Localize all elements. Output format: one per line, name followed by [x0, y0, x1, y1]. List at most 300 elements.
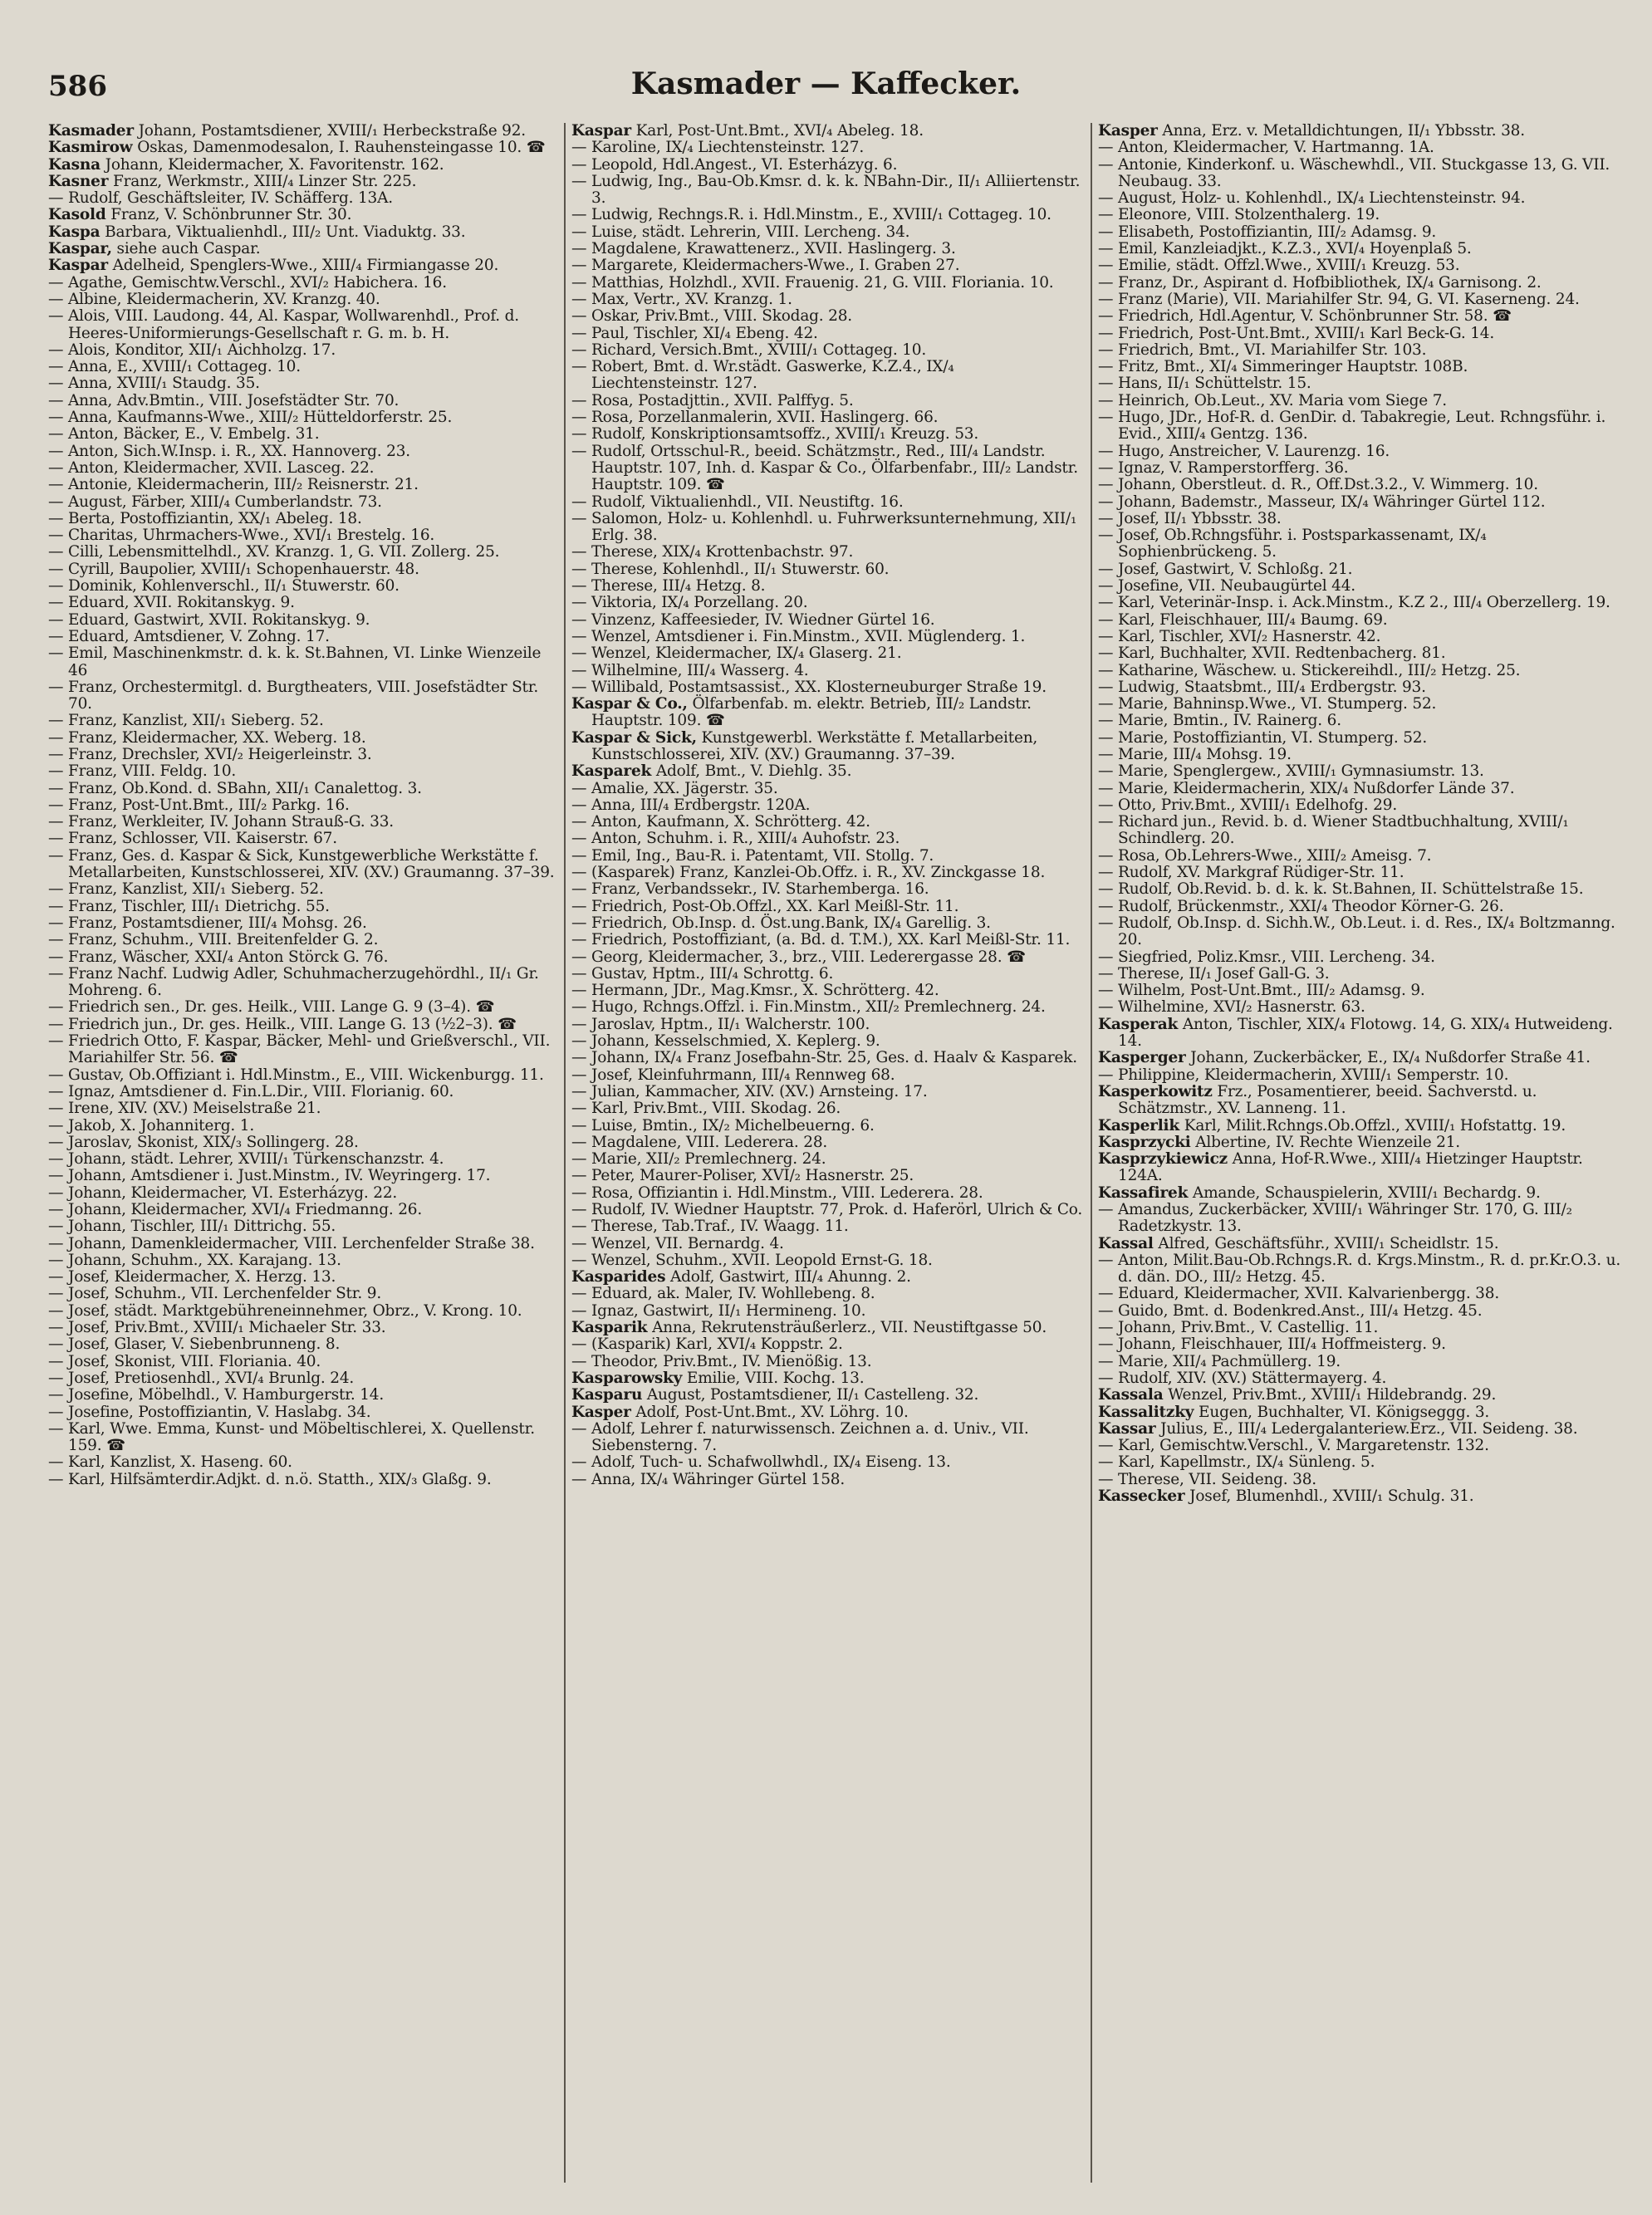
- entry-text: — Peter, Maurer-Poliser, XVI/₂ Hasnerstr. 25.: [571, 1167, 914, 1185]
- entry-text: — Anton, Schuhm. i. R., XIII/₄ Auhofstr. 23.: [571, 830, 900, 848]
- entry-text: — Friedrich, Post-Unt.Bmt., XVIII/₁ Karl Beck-G. 14.: [1098, 324, 1495, 342]
- entry-text: — Franz, Schuhm., VIII. Breitenfelder G. 2.: [48, 931, 379, 949]
- entry-text: — Friedrich sen., Dr. ges. Heilk., VIII. Lange G. 9 (3–4). ☎: [48, 998, 495, 1017]
- entry-text: — Ludwig, Staatsbmt., III/₄ Erdbergstr. 93.: [1098, 678, 1426, 696]
- directory-entry: [571, 578, 1083, 595]
- directory-entry: [1098, 157, 1625, 191]
- entry-text: Josef, Blumenhdl., XVIII/₁ Schulg. 31.: [1189, 1487, 1474, 1506]
- entry-text: — Siegfried, Poliz.Kmsr., VIII. Lercheng. 34.: [1098, 948, 1435, 966]
- directory-entry: [48, 999, 558, 1016]
- entry-text: — Eduard, ak. Maler, IV. Wohllebeng. 8.: [571, 1285, 875, 1303]
- directory-entry: [571, 1404, 1083, 1421]
- directory-entry: [1098, 797, 1625, 814]
- directory-entry: [48, 224, 558, 241]
- directory-entry: [48, 375, 558, 392]
- directory-entry: [1098, 494, 1625, 511]
- entry-text: — Amandus, Zuckerbäcker, XVIII/₁ Währinger Str. 170, G. III/₂ Radetzkystr. 13.: [1098, 1201, 1572, 1236]
- directory-entry: [571, 1168, 1083, 1184]
- directory-entry: [1098, 1134, 1625, 1151]
- entry-text: — Vinzenz, Kaffeesieder, IV. Wiedner Gürtel 16.: [571, 610, 935, 629]
- entry-text: — Franz, Post-Unt.Bmt., III/₂ Parkg. 16.: [48, 796, 350, 814]
- entry-text: — Rudolf, Geschäftsleiter, IV. Schäfferg. 13A.: [48, 189, 393, 208]
- entry-text: — Karl, Kapellmstr., IX/₄ Sünleng. 5.: [1098, 1453, 1375, 1472]
- directory-entry: [571, 1354, 1083, 1370]
- entry-text: — Irene, XIV. (XV.) Meiselstraße 21.: [48, 1100, 321, 1118]
- directory-entry: [1098, 257, 1625, 274]
- entry-text: Johann, Kleidermacher, X. Favoritenstr. 162.: [105, 155, 444, 174]
- entry-text: — Anna, Kaufmanns-Wwe., XIII/₂ Hütteldorferstr. 25.: [48, 409, 453, 427]
- directory-entry: [1098, 241, 1625, 257]
- entry-text: — Johann, Oberstleut. d. R., Off.Dst.3.2., V. Wimmerg. 10.: [1098, 476, 1538, 494]
- directory-entry: [1098, 527, 1625, 561]
- entry-text: — Franz, Ob.Kond. d. SBahn, XII/₁ Canalettog. 3.: [48, 779, 422, 797]
- directory-entry: [48, 713, 558, 729]
- entry-text: — Franz, Schlosser, VII. Kaiserstr. 67.: [48, 830, 337, 848]
- directory-entry: [571, 157, 1083, 174]
- entry-text: — Eduard, XVII. Rokitanskyg. 9.: [48, 594, 295, 612]
- entry-text: Anna, Hof-R.Wwe., XIII/₄ Hietzinger Hauptstr. 124A.: [1118, 1150, 1583, 1185]
- entry-text: — Wilhelmine, III/₄ Wasserg. 4.: [571, 661, 809, 679]
- directory-entry: [1098, 224, 1625, 241]
- entry-text: — Emil, Ing., Bau-R. i. Patentamt, VII. Stollg. 7.: [571, 846, 934, 865]
- entry-text: — August, Färber, XIII/₄ Cumberlandstr. 73.: [48, 492, 382, 511]
- directory-entry: [48, 257, 558, 274]
- directory-entry: [48, 494, 558, 511]
- directory-entry: [1098, 915, 1625, 949]
- directory-entry: [48, 409, 558, 426]
- entry-text: — Friedrich jun., Dr. ges. Heilk., VIII. Lange G. 13 (½2–3). ☎: [48, 1015, 517, 1033]
- entry-text: — Anna, IX/₄ Währinger Gürtel 158.: [571, 1470, 846, 1488]
- directory-entry: [1098, 1387, 1625, 1404]
- entry-text: — Rudolf, XV. Markgraf Rüdiger-Str. 11.: [1098, 864, 1404, 882]
- entry-text: — Johann, Kleidermacher, XVI/₄ Friedmanng. 26.: [48, 1201, 423, 1218]
- entry-text: — Josef, Schuhm., VII. Lerchenfelder Str. 9.: [48, 1285, 382, 1303]
- directory-entry: [571, 983, 1083, 999]
- directory-entry: [571, 1421, 1083, 1455]
- entry-text: — Wilhelm, Post-Unt.Bmt., III/₂ Adamsg. 9.: [1098, 982, 1425, 1000]
- entry-text: — Johann, Kesselschmied, X. Keplerg. 9.: [571, 1032, 880, 1051]
- directory-entry: [1098, 1050, 1625, 1066]
- directory-entry: [1098, 1084, 1625, 1118]
- directory-entry: [1098, 393, 1625, 409]
- entry-text: — Karl, Wwe. Emma, Kunst- und Möbeltischlerei, X. Quellenstr. 159. ☎: [48, 1419, 535, 1455]
- directory-entry: [571, 1252, 1083, 1269]
- entry-text: — Therese, II/₁ Josef Gall-G. 3.: [1098, 964, 1330, 983]
- entry-text: — Friedrich, Ob.Insp. d. Öst.ung.Bank, IX/₄ Garellig. 3.: [571, 914, 991, 932]
- entry-text: — Jakob, X. Johanniterg. 1.: [48, 1116, 255, 1134]
- directory-entry: [48, 932, 558, 948]
- directory-entry: [1098, 848, 1625, 865]
- entry-text: Adolf, Gastwirt, III/₄ Ahunng. 2.: [670, 1268, 911, 1286]
- directory-entry: [571, 308, 1083, 325]
- directory-entry: [48, 1017, 558, 1033]
- entry-text: — Ignaz, V. Ramperstorfferg. 36.: [1098, 458, 1349, 477]
- directory-entry: [571, 409, 1083, 426]
- entry-text: — Eduard, Amtsdiener, V. Zohng. 17.: [48, 627, 330, 645]
- entry-text: — Franz, Werkleiter, IV. Johann Strauß-G. 33.: [48, 813, 394, 831]
- entry-text: — Albine, Kleidermacherin, XV. Kranzg. 40.: [48, 290, 380, 308]
- directory-entry: [1098, 814, 1625, 848]
- directory-entry: [571, 1454, 1083, 1471]
- entry-text: — Karl, Hilfsämterdir.Adjkt. d. n.ö. Statth., XIX/₃ Glaßg. 9.: [48, 1470, 492, 1488]
- entry-text: — Johann, Schuhm., XX. Karajang. 13.: [48, 1251, 341, 1269]
- directory-entry: [1098, 781, 1625, 797]
- directory-entry: [1098, 511, 1625, 527]
- entry-text: — Heinrich, Ob.Leut., XV. Maria vom Siege 7.: [1098, 391, 1447, 409]
- directory-entry: [1098, 375, 1625, 392]
- directory-entry: [1098, 326, 1625, 342]
- entry-text: — Josefine, Möbelhdl., V. Hamburgerstr. 14.: [48, 1386, 385, 1404]
- directory-entry: [48, 1033, 558, 1067]
- directory-entry: [1098, 713, 1625, 729]
- entry-surname: Kaspa: [48, 223, 100, 241]
- directory-entry: [48, 1118, 558, 1134]
- entry-text: — Anton, Bäcker, E., V. Embelg. 31.: [48, 425, 320, 443]
- directory-entry: [48, 561, 558, 578]
- directory-entry: [1098, 763, 1625, 780]
- entry-text: — Josef, Skonist, VIII. Floriania. 40.: [48, 1352, 321, 1370]
- entry-surname: Kaspar & Co.,: [571, 695, 688, 713]
- entry-text: — Katharine, Wäschew. u. Stickereihdl., III/₂ Hetzg. 25.: [1098, 661, 1521, 679]
- directory-entry: [48, 477, 558, 493]
- entry-text: — Paul, Tischler, XI/₄ Ebeng. 42.: [571, 324, 818, 342]
- entry-text: — Franz, Kanzlist, XII/₁ Sieberg. 52.: [48, 712, 324, 730]
- entry-text: Anna, Rekrutensträußerlerz., VII. Neustiftgasse 50.: [652, 1319, 1047, 1337]
- directory-entry: [571, 224, 1083, 241]
- entry-surname: Kasparek: [571, 762, 652, 781]
- entry-text: — Philippine, Kleidermacherin, XVIII/₁ Semperstr. 10.: [1098, 1066, 1509, 1084]
- directory-entry: [48, 1252, 558, 1269]
- entry-text: — Anton, Kleidermacher, XVII. Lasceg. 22.: [48, 458, 375, 477]
- entry-text: — Ludwig, Ing., Bau-Ob.Kmsr. d. k. k. NBahn-Dir., II/₁ Alliiertenstr. 3.: [571, 172, 1081, 208]
- entry-text: — Karl, Buchhalter, XVII. Redtenbacherg. 81.: [1098, 644, 1446, 663]
- directory-entry: [1098, 190, 1625, 207]
- directory-entry: [1098, 730, 1625, 747]
- directory-entry: [48, 1084, 558, 1100]
- directory-entry: [48, 544, 558, 561]
- directory-entry: [571, 1100, 1083, 1117]
- directory-entry: [48, 1269, 558, 1286]
- directory-entry: [48, 1067, 558, 1084]
- entry-text: — Wenzel, VII. Bernardg. 4.: [571, 1234, 784, 1252]
- entry-text: — Alois, VIII. Laudong. 44, Al. Kaspar, Wollwarenhdl., Prof. d. Heeres-Uniformierungs-Gesellschaft r. G. m. b. H.: [48, 307, 519, 342]
- entry-text: — Adolf, Tuch- u. Schafwollwhdl., IX/₄ Eiseng. 13.: [571, 1453, 951, 1472]
- entry-text: — Karl, Fleischhauer, III/₄ Baumg. 69.: [1098, 610, 1388, 629]
- entry-text: — Therese, Tab.Traf., IV. Waagg. 11.: [571, 1218, 849, 1236]
- entry-text: — Franz, Wäscher, XXI/₄ Anton Störck G. 76.: [48, 948, 389, 966]
- entry-surname: Kassecker: [1098, 1487, 1185, 1506]
- directory-entry: [48, 629, 558, 645]
- entry-text: — Karl, Priv.Bmt., VIII. Skodag. 26.: [571, 1100, 841, 1118]
- entry-surname: Kasparu: [571, 1386, 643, 1404]
- entry-surname: Kassala: [1098, 1386, 1164, 1404]
- entry-text: — Eduard, Kleidermacher, XVII. Kalvarienbergg. 38.: [1098, 1285, 1500, 1303]
- directory-entry: [1098, 629, 1625, 645]
- entry-text: — Josef, Ob.Rchngsführ. i. Postsparkassenamt, IX/₄ Sophienbrückeng. 5.: [1098, 527, 1487, 561]
- entry-text: — Josef, II/₁ Ybbsstr. 38.: [1098, 509, 1282, 527]
- directory-entry: [1098, 275, 1625, 292]
- entry-text: — Anna, Adv.Bmtin., VIII. Josefstädter Str. 70.: [48, 391, 400, 409]
- entry-text: — Fritz, Bmt., XI/₄ Simmeringer Hauptstr. 108B.: [1098, 358, 1468, 376]
- entry-text: August, Postamtsdiener, II/₁ Castelleng. 32.: [646, 1386, 979, 1404]
- entry-text: Johann, Postamtsdiener, XVIII/₁ Herbeckstraße 92.: [138, 123, 526, 140]
- entry-text: — Otto, Priv.Bmt., XVIII/₁ Edelhofg. 29.: [1098, 796, 1397, 814]
- directory-entry: [571, 1185, 1083, 1202]
- directory-entry: [48, 612, 558, 629]
- entry-surname: Kaspar: [571, 123, 631, 140]
- directory-entry: [48, 1236, 558, 1252]
- directory-entry: [48, 1100, 558, 1117]
- directory-entry: [571, 645, 1083, 662]
- directory-entry: [1098, 140, 1625, 156]
- directory-entry: [48, 915, 558, 932]
- directory-entry: [48, 460, 558, 477]
- entry-text: Johann, Zuckerbäcker, E., IX/₄ Nußdorfer Straße 41.: [1190, 1049, 1591, 1067]
- directory-entry: [1098, 1303, 1625, 1320]
- directory-entry: [1098, 123, 1625, 140]
- directory-entry: [1098, 1454, 1625, 1471]
- entry-text: — Therese, Kohlenhdl., II/₁ Stuwerstr. 60.: [571, 560, 890, 578]
- entry-text: Adolf, Bmt., V. Diehlg. 35.: [655, 762, 852, 781]
- entry-text: — Karl, Tischler, XVI/₂ Hasnerstr. 42.: [1098, 627, 1381, 645]
- directory-entry: [1098, 612, 1625, 629]
- directory-entry: [571, 241, 1083, 257]
- entry-text: — Oskar, Priv.Bmt., VIII. Skodag. 28.: [571, 307, 852, 326]
- directory-entry: [1098, 443, 1625, 460]
- directory-entry: [571, 140, 1083, 156]
- directory-entry: [1098, 881, 1625, 898]
- entry-text: — Johann, Fleischhauer, III/₄ Hoffmeisterg. 9.: [1098, 1335, 1446, 1354]
- directory-entry: [571, 612, 1083, 629]
- directory-entry: [571, 966, 1083, 983]
- directory-entry: [1098, 1017, 1625, 1051]
- directory-entry: [1098, 1354, 1625, 1370]
- entry-text: — Margarete, Kleidermachers-Wwe., I. Graben 27.: [571, 257, 960, 275]
- entry-text: — Karl, Gemischtw.Verschl., V. Margaretenstr. 132.: [1098, 1437, 1489, 1455]
- entry-text: Franz, V. Schönbrunner Str. 30.: [110, 206, 352, 224]
- entry-surname: Kassafirek: [1098, 1183, 1189, 1202]
- directory-entry: [48, 1387, 558, 1404]
- entry-text: — Franz (Marie), VII. Mariahilfer Str. 94, G. VI. Kaserneng. 24.: [1098, 290, 1580, 308]
- entry-text: — Anna, III/₄ Erdbergstr. 120A.: [571, 796, 811, 814]
- directory-entry: [571, 679, 1083, 696]
- directory-entry: [48, 814, 558, 831]
- entry-surname: Kasper: [1098, 123, 1158, 140]
- directory-entry: [1098, 595, 1625, 611]
- entry-text: — Alois, Konditor, XII/₁ Aichholzg. 17.: [48, 341, 336, 359]
- directory-entry: [48, 831, 558, 847]
- directory-entry: [1098, 1421, 1625, 1438]
- directory-entry: [48, 1168, 558, 1184]
- entry-text: — Anton, Kaufmann, X. Schrötterg. 42.: [571, 813, 870, 831]
- entry-text: — Josef, Glaser, V. Siebenbrunneng. 8.: [48, 1335, 341, 1354]
- directory-entry: [1098, 207, 1625, 223]
- entry-text: — Anton, Sich.W.Insp. i. R., XX. Hannoverg. 23.: [48, 442, 410, 460]
- entry-text: siehe auch Caspar.: [116, 240, 261, 258]
- directory-entry: [571, 1118, 1083, 1134]
- entry-text: Wenzel, Priv.Bmt., XVIII/₁ Hildebrandg. 29.: [1168, 1386, 1497, 1404]
- entry-text: — Rudolf, Ob.Revid. b. d. k. k. St.Bahnen, II. Schüttelstraße 15.: [1098, 880, 1584, 899]
- entry-text: — Therese, XIX/₄ Krottenbachstr. 97.: [571, 543, 854, 561]
- directory-entry: [48, 1320, 558, 1336]
- column-divider: [1091, 123, 1092, 2183]
- entry-surname: Kasmirow: [48, 139, 133, 157]
- directory-entry: [1098, 865, 1625, 881]
- entry-text: — Hugo, JDr., Hof-R. d. GenDir. d. Tabakregie, Leut. Rchngsführ. i. Evid., XIII/₄ Gentzg. 136.: [1098, 409, 1606, 443]
- directory-entry: [48, 1218, 558, 1235]
- directory-entry: [1098, 409, 1625, 443]
- entry-text: — Rudolf, Ortsschul-R., beeid. Schätzmstr., Red., III/₄ Landstr. Hauptstr. 107, Inh. d. Kaspar & Co., Ölfarbenfabr., III/₂ Landstr. Hauptstr. 109. ☎: [571, 442, 1078, 494]
- entry-text: — Rudolf, Konskriptionsamtsoffz., XVIII/₁ Kreuzg. 53.: [571, 425, 979, 443]
- directory-entry: [571, 326, 1083, 342]
- entry-text: — Emil, Kanzleiadjkt., K.Z.3., XVI/₄ Hoyenplaß 5.: [1098, 240, 1472, 258]
- entry-surname: Kasold: [48, 206, 106, 224]
- entry-text: — Friedrich, Post-Ob.Offzl., XX. Karl Meißl-Str. 11.: [571, 897, 959, 915]
- directory-entry: [1098, 999, 1625, 1016]
- entry-surname: Kassar: [1098, 1419, 1156, 1438]
- column-2: [571, 123, 1083, 2183]
- entry-text: — Josef, Gastwirt, V. Schloßg. 21.: [1098, 560, 1353, 578]
- entry-text: — Franz, Ges. d. Kaspar & Sick, Kunstgewerbliche Werkstätte f. Metallarbeiten, Kunstschlosserei, XIV. (XV.) Graumanng. 37–39.: [48, 846, 555, 882]
- entry-text: — Hugo, Anstreicher, V. Laurenzg. 16.: [1098, 442, 1390, 460]
- entry-text: — Franz, Drechsler, XVI/₂ Heigerleinstr. 3.: [48, 745, 372, 763]
- directory-entry: [1098, 460, 1625, 477]
- entry-surname: Kaspar: [48, 257, 108, 275]
- entry-text: — Franz, Tischler, III/₁ Dietrichg. 55.: [48, 897, 330, 915]
- directory-entry: [1098, 1488, 1625, 1505]
- entry-text: — Hans, II/₁ Schüttelstr. 15.: [1098, 375, 1311, 393]
- directory-entry: [571, 1202, 1083, 1218]
- directory-entry: [571, 595, 1083, 611]
- directory-entry: [1098, 966, 1625, 983]
- directory-entry: [1098, 359, 1625, 375]
- entry-text: — Karl, Veterinär-Insp. i. Ack.Minstm., K.Z 2., III/₄ Oberzellerg. 19.: [1098, 594, 1610, 612]
- directory-entry: [1098, 1202, 1625, 1236]
- entry-text: — Marie, Bahninsp.Wwe., VI. Stumperg. 52.: [1098, 695, 1437, 713]
- page-number: 586: [48, 70, 107, 103]
- directory-entry: [571, 881, 1083, 898]
- entry-text: — Marie, Postoffiziantin, VI. Stumperg. 52.: [1098, 728, 1428, 747]
- directory-entry: [571, 848, 1083, 865]
- entry-surname: Kasparides: [571, 1268, 666, 1286]
- entry-text: — Franz, Kleidermacher, XX. Weberg. 18.: [48, 728, 366, 747]
- entry-text: — Cyrill, Baupolier, XVIII/₁ Schopenhauerstr. 48.: [48, 560, 419, 578]
- entry-text: — Anna, E., XVIII/₁ Cottageg. 10.: [48, 358, 301, 376]
- directory-entry: [48, 1472, 558, 1488]
- directory-entry: [48, 747, 558, 763]
- entry-text: Kunstgewerbl. Werkstätte f. Metallarbeiten, Kunstschlosserei, XIV. (XV.) Graumanng. 37–39.: [591, 728, 1038, 763]
- column-divider: [564, 123, 566, 2183]
- directory-entry: [571, 1472, 1083, 1488]
- directory-entry: [1098, 1151, 1625, 1185]
- entry-text: — Leopold, Hdl.Angest., VI. Esterházyg. 6.: [571, 155, 898, 174]
- directory-entry: [571, 781, 1083, 797]
- entry-text: — Antonie, Kinderkonf. u. Wäschewhdl., VII. Stuckgasse 13, G. VII. Neubaug. 33.: [1098, 155, 1610, 190]
- entry-text: — Marie, III/₄ Mohsg. 19.: [1098, 745, 1292, 763]
- directory-entry: [571, 1134, 1083, 1151]
- entry-text: — Therese, III/₄ Hetzg. 8.: [571, 577, 766, 595]
- directory-entry: [571, 899, 1083, 915]
- directory-entry: [48, 174, 558, 190]
- directory-entry: [48, 645, 558, 679]
- entry-text: Alfred, Geschäftsführ., XVIII/₁ Scheidlstr. 15.: [1158, 1234, 1499, 1252]
- entry-text: — Ignaz, Gastwirt, II/₁ Hermineng. 10.: [571, 1301, 866, 1320]
- entry-text: — Robert, Bmt. d. Wr.städt. Gaswerke, K.Z.4., IX/₄ Liechtensteinstr. 127.: [571, 358, 954, 393]
- directory-entry: [571, 544, 1083, 561]
- entry-text: — Eleonore, VIII. Stolzenthalerg. 19.: [1098, 206, 1380, 224]
- directory-entry: [571, 763, 1083, 780]
- entry-text: — Johann, Bademstr., Masseur, IX/₄ Währinger Gürtel 112.: [1098, 492, 1546, 511]
- directory-entry: [1098, 679, 1625, 696]
- entry-text: — Rudolf, Brückenmstr., XXI/₄ Theodor Körner-G. 26.: [1098, 897, 1504, 915]
- directory-entry: [48, 1370, 558, 1387]
- entry-text: — Josef, Kleidermacher, X. Herzg. 13.: [48, 1268, 336, 1286]
- directory-entry: [1098, 645, 1625, 662]
- directory-entry: [48, 123, 558, 140]
- entry-text: — Gustav, Hptm., III/₄ Schrottg. 6.: [571, 964, 834, 983]
- directory-entry: [1098, 292, 1625, 308]
- directory-entry: [1098, 1286, 1625, 1302]
- directory-entry: [48, 578, 558, 595]
- entry-text: — Magdalene, VIII. Lederera. 28.: [571, 1133, 828, 1151]
- entry-text: Frz., Posamentierer, beeid. Sachverstd. u. Schätzmstr., XV. Lanneng. 11.: [1118, 1082, 1537, 1118]
- entry-text: Anton, Tischler, XIX/₄ Flotowg. 14, G. XIX/₄ Hutweideng. 14.: [1118, 1015, 1613, 1051]
- directory-entry: [1098, 1404, 1625, 1421]
- entry-text: — Anna, XVIII/₁ Staudg. 35.: [48, 375, 260, 393]
- directory-entry: [1098, 747, 1625, 763]
- entry-text: — Richard, Versich.Bmt., XVIII/₁ Cottageg. 10.: [571, 341, 927, 359]
- entry-text: — Luise, städt. Lehrerin, VIII. Lercheng. 34.: [571, 223, 910, 241]
- entry-text: — Viktoria, IX/₄ Porzellang. 20.: [571, 594, 808, 612]
- column-3: [1098, 123, 1625, 2183]
- entry-surname: Kasperger: [1098, 1049, 1186, 1067]
- entry-text: — Franz, Kanzlist, XII/₁ Sieberg. 52.: [48, 880, 324, 899]
- entry-text: Oskas, Damenmodesalon, I. Rauhensteingasse 10. ☎: [137, 139, 546, 157]
- entry-text: — Emilie, städt. Offzl.Wwe., XVIII/₁ Kreuzg. 53.: [1098, 257, 1460, 275]
- entry-text: — Wilhelmine, XVI/₂ Hasnerstr. 63.: [1098, 998, 1365, 1017]
- entry-text: — Emil, Maschinenkmstr. d. k. k. St.Bahnen, VI. Linke Wienzeile 46: [48, 644, 542, 679]
- directory-entry: [571, 174, 1083, 208]
- directory-entry: [571, 511, 1083, 545]
- entry-text: — Marie, Spenglergew., XVIII/₁ Gymnasiumstr. 13.: [1098, 762, 1484, 781]
- directory-entry: [48, 190, 558, 207]
- entry-text: — Theodor, Priv.Bmt., IV. Mienößig. 13.: [571, 1352, 872, 1370]
- entry-text: Karl, Post-Unt.Bmt., XVI/₄ Abeleg. 18.: [635, 123, 924, 140]
- entry-text: — Wenzel, Schuhm., XVII. Leopold Ernst-G. 18.: [571, 1251, 933, 1269]
- entry-text: — Josefine, Postoffiziantin, V. Haslabg. 34.: [48, 1403, 371, 1421]
- directory-entry: [48, 899, 558, 915]
- directory-entry: [571, 1017, 1083, 1033]
- directory-entry: [1098, 1438, 1625, 1454]
- entry-text: — Luise, Bmtin., IX/₂ Michelbeuerng. 6.: [571, 1116, 875, 1134]
- directory-entry: [571, 1303, 1083, 1320]
- directory-entry: [1098, 696, 1625, 713]
- directory-entry: [48, 342, 558, 359]
- directory-entry: [48, 1404, 558, 1421]
- entry-text: — Berta, Postoffiziantin, XX/₁ Abeleg. 18.: [48, 509, 362, 527]
- directory-entry: [1098, 949, 1625, 966]
- directory-entry: [48, 1286, 558, 1302]
- directory-entry: [48, 1454, 558, 1471]
- directory-entry: [48, 426, 558, 443]
- entry-text: — Rosa, Offiziantin i. Hdl.Minstm., VIII. Lederera. 28.: [571, 1183, 983, 1202]
- entry-text: — Marie, Bmtin., IV. Rainerg. 6.: [1098, 712, 1341, 730]
- directory-entry: [571, 663, 1083, 679]
- directory-entry: [1098, 1370, 1625, 1387]
- entry-surname: Kasparowsky: [571, 1369, 683, 1387]
- directory-entry: [1098, 1236, 1625, 1252]
- entry-text: — Ignaz, Amtsdiener d. Fin.L.Dir., VIII. Florianig. 60.: [48, 1082, 454, 1100]
